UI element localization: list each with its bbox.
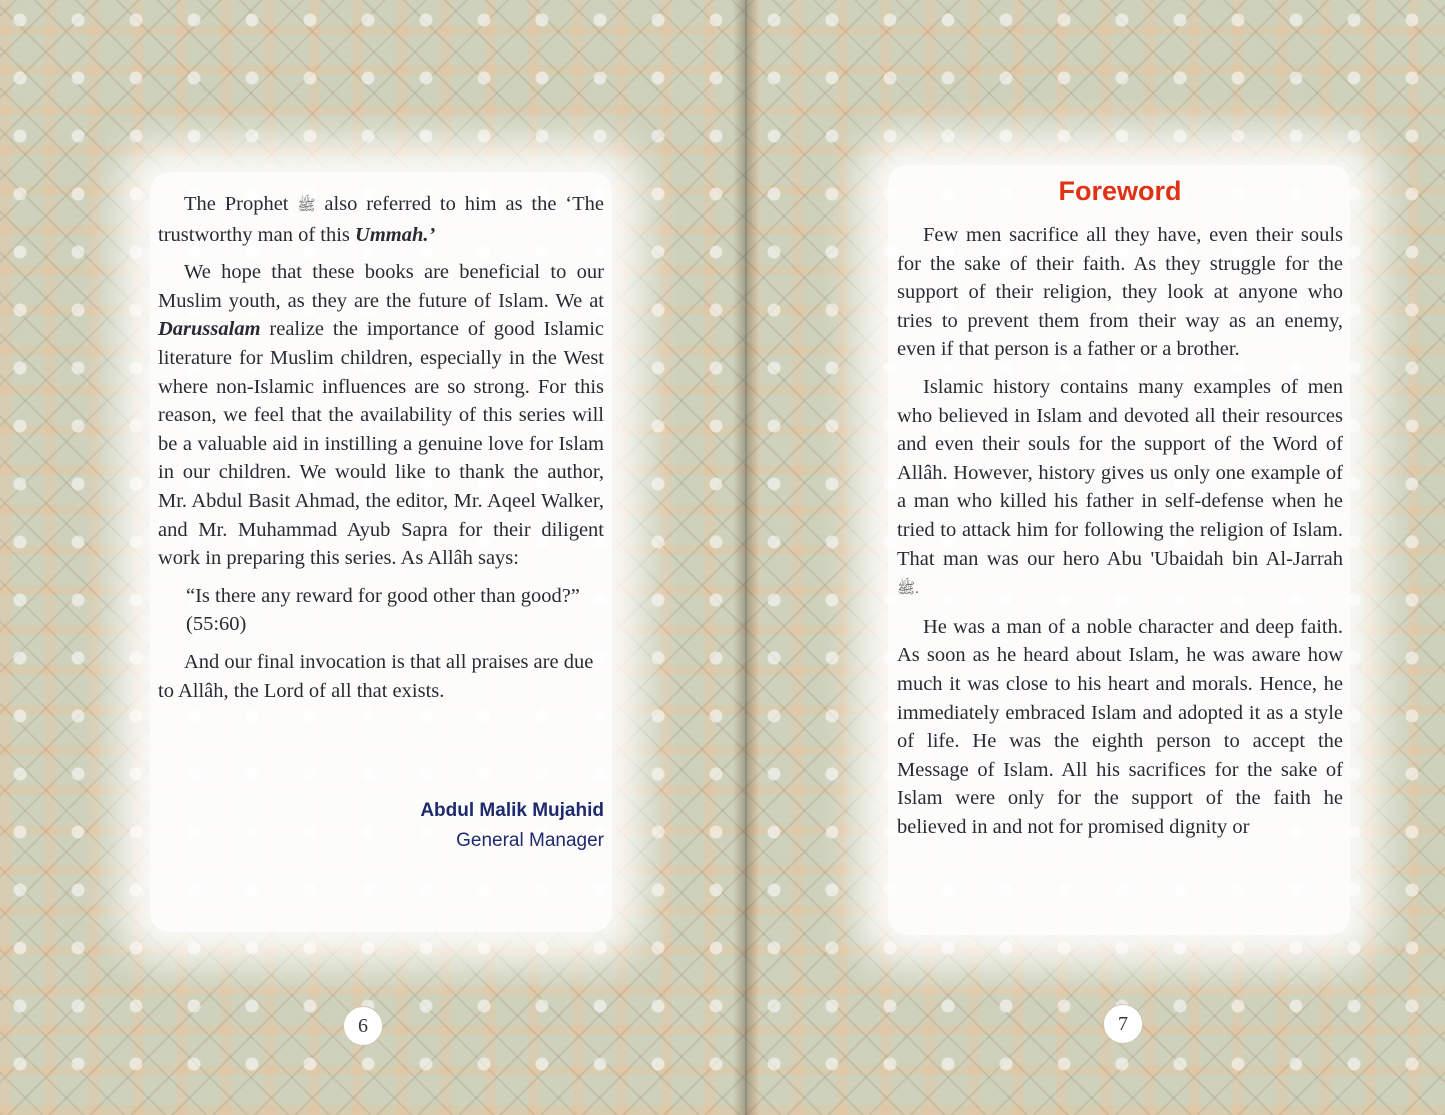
left-body-text: [158, 190, 604, 714]
left-paragraph-1: [158, 190, 604, 249]
p1-emphasis: Ummah.’: [355, 223, 436, 246]
right-body-text: [897, 221, 1343, 850]
foreword-heading: Foreword: [1058, 176, 1182, 206]
signature-title: General Manager: [456, 830, 604, 851]
left-paragraph-2: [158, 258, 604, 573]
right-page: [745, 0, 1445, 1115]
left-quote: “Is there any reward for good other than good?” (55:60): [186, 584, 580, 636]
right-paragraph-2: [897, 373, 1343, 604]
p1-mid: also referred to him as the ‘The trustworthy man of this: [158, 193, 604, 246]
signature-name: Abdul Malik Mujahid: [420, 800, 604, 821]
page-number-left: 6: [343, 1006, 383, 1046]
p2-start: We hope that these books are beneficial to our Muslim youth, as they are the future of Islam. We at: [158, 261, 604, 312]
right-paragraph-1: Few men sacrifice all they have, even their souls for the sake of their faith. As they struggle for the support of their religion, they look at anyone who tries to prevent them from their way as an enemy, even if that person is a father or a brother.: [897, 224, 1343, 361]
p2-text: Islamic history contains many examples of men who believed in Islam and devoted all their resources and even their souls for the support of the Word of Allâh. However, history gives us only one example of a man who killed his father in self-defense when he tried to attack him for following the religion of Islam. That man was our hero Abu 'Ubaidah bin Al-Jarrah: [897, 375, 1343, 570]
honorific-symbol-right: ﷺ.: [897, 581, 919, 598]
right-paragraph-3: He was a man of a noble character and deep faith. As soon as he heard about Islam, he was aware how much it was close to his heart and morals. Hence, he immediately embraced Islam and adopted it as a style of life. He was the eighth person to accept the Message of Islam. All his sacrifices for the sake of Islam were only for the support of the faith he believed in and not for promised dignity or: [897, 615, 1343, 838]
honorific-symbol: ﷺ: [297, 198, 316, 214]
p2-end: realize the importance of good Islamic literature for Muslim children, especially in the West where non-Islamic influences are so strong. For this reason, we feel that the availability of this series will be a valuable aid in instilling a genuine love for Islam in our children. We would like to thank the author, Mr. Abdul Basit Ahmad, the editor, Mr. Aqeel Walker, and Mr. Muhammad Ayub Sapra for their diligent work in preparing this series. As Allâh says:: [158, 318, 604, 570]
page-number-right: 7: [1103, 1004, 1143, 1044]
p2-emphasis: Darussalam: [158, 318, 261, 341]
p1-start: The Prophet: [184, 193, 289, 215]
left-closing: And our final invocation is that all praises are due to Allâh, the Lord of all that exists.: [158, 650, 594, 702]
